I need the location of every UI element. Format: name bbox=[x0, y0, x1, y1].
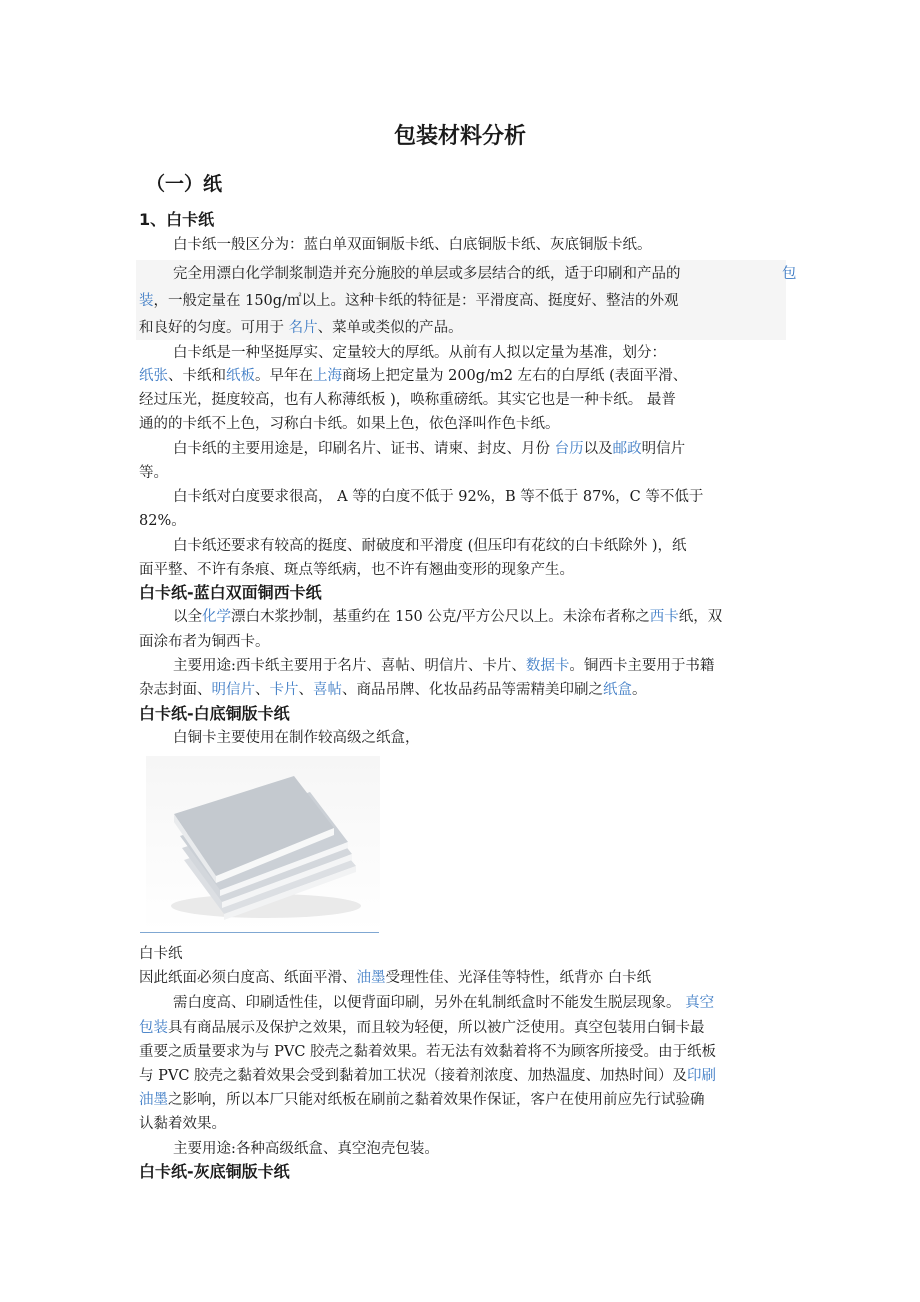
paragraph-uses-line: 白卡纸的主要用途是，印刷名片、证书、请柬、封皮、月份 台历以及邮政明信片 bbox=[173, 441, 686, 457]
link-chemistry[interactable]: 化学 bbox=[202, 609, 231, 625]
link-postal[interactable]: 邮政 bbox=[612, 441, 642, 457]
image-caption: 白卡纸 bbox=[139, 946, 183, 962]
paragraph-whiteness-line: 白卡纸对白度要求很高， A 等的白度不低于 92%，B 等不低于 87%，C 等不低于 bbox=[173, 489, 704, 505]
paragraph-uses-line: 等。 bbox=[139, 465, 168, 481]
link-ink[interactable]: 油墨 bbox=[356, 970, 386, 986]
heading-blue-white-card: 白卡纸-蓝白双面铜西卡纸 bbox=[139, 583, 322, 602]
paragraph-main-use-line: 主要用途:西卡纸主要用于名片、喜帖、明信片、卡片、数据卡。铜西卡主要用于书籍 bbox=[173, 658, 715, 674]
paragraph-vacuum-line: 油墨之影响，所以本厂只能对纸板在刷前之黏着效果作保证，客户在使用前应先行试验确 bbox=[139, 1092, 705, 1108]
paragraph-main-use: 主要用途:各种高级纸盒、真空泡壳包装。 bbox=[173, 1141, 439, 1157]
heading-white-coated-card: 白卡纸-白底铜版卡纸 bbox=[139, 704, 290, 723]
document-title: 包装材料分析 bbox=[393, 124, 526, 149]
paragraph-stiffness-line: 白卡纸还要求有较高的挺度、耐破度和平滑度 (但压印有花纹的白卡纸除外 )，纸 bbox=[173, 538, 687, 554]
paragraph-definition-line: 装，一般定量在 150g/㎡以上。这种卡纸的特征是：平滑度高、挺度好、整洁的外观 bbox=[139, 293, 679, 309]
paragraph-history-line: 通的的卡纸不上色，习称白卡纸。如果上色，依色泽叫作色卡纸。 bbox=[139, 416, 560, 432]
paragraph-vacuum-line: 认黏着效果。 bbox=[139, 1116, 226, 1132]
link-card[interactable]: 卡片 bbox=[269, 682, 299, 698]
image-underline bbox=[140, 932, 379, 933]
paragraph-main-use-line: 杂志封面、明信片、卡片、喜帖、商品吊牌、化妆品药品等需精美印刷之纸盒。 bbox=[139, 682, 647, 698]
link-printing-ink-part1[interactable]: 印刷 bbox=[687, 1068, 717, 1084]
paragraph-history-line: 白卡纸是一种坚挺厚实、定量较大的厚纸。从前有人拟以定量为基准，划分： bbox=[173, 345, 666, 361]
link-data-card[interactable]: 数据卡 bbox=[525, 658, 570, 674]
paragraph-history-line: 纸张、卡纸和纸板。早年在上海商场上把定量为 200g/m2 左右的白厚纸 (表面平滑、 bbox=[139, 368, 688, 384]
link-shanghai[interactable]: 上海 bbox=[313, 368, 342, 384]
white-cardboard-photo bbox=[146, 756, 380, 932]
link-packaging-part1[interactable]: 包 bbox=[782, 266, 797, 282]
link-business-card[interactable]: 名片 bbox=[288, 320, 318, 336]
paragraph-surface-line: 因此纸面必须白度高、纸面平滑、油墨受理性佳、光泽佳等特性，纸背亦 白卡纸 bbox=[139, 970, 652, 986]
paragraph-blue-white-line: 以全化学漂白木浆抄制，基重约在 150 公克/平方公尺以上。未涂布者称之西卡纸，双 bbox=[173, 609, 723, 625]
paragraph-vacuum-line: 与 PVC 胶壳之黏着效果会受到黏着加工状况（接着剂浓度、加热温度、加热时间）及印刷 bbox=[139, 1068, 717, 1084]
link-xika[interactable]: 西卡 bbox=[649, 609, 679, 625]
paragraph-stiffness-line: 面平整、不许有条痕、斑点等纸病，也不许有翘曲变形的现象产生。 bbox=[139, 562, 574, 578]
subsection-heading: 1、白卡纸 bbox=[139, 210, 215, 229]
link-desk-calendar[interactable]: 台历 bbox=[554, 441, 584, 457]
link-paper[interactable]: 纸张 bbox=[139, 368, 168, 384]
cardboard-stack-illustration bbox=[146, 756, 380, 932]
paragraph-white-coated: 白铜卡主要使用在制作较高级之纸盒， bbox=[173, 730, 420, 746]
link-paperboard[interactable]: 纸板 bbox=[226, 368, 255, 384]
link-wedding-invitation[interactable]: 喜帖 bbox=[313, 682, 342, 698]
link-packaging-part2[interactable]: 装 bbox=[139, 293, 154, 309]
link-vacuum-part2[interactable]: 包装 bbox=[139, 1020, 168, 1036]
paragraph-definition-line: 完全用漂白化学制浆制造并充分施胶的单层或多层结合的纸，适于印刷和产品的 bbox=[173, 266, 681, 282]
paragraph-blue-white-line: 面涂布者为铜西卡。 bbox=[139, 634, 270, 650]
paragraph-types: 白卡纸一般区分为：蓝白单双面铜版卡纸、白底铜版卡纸、灰底铜版卡纸。 bbox=[173, 237, 652, 253]
section-heading: （一）纸 bbox=[146, 173, 223, 195]
paragraph-definition-line: 和良好的匀度。可用于 名片、菜单或类似的产品。 bbox=[139, 320, 463, 336]
link-postcard[interactable]: 明信片 bbox=[211, 682, 255, 698]
paragraph-whiteness-line: 82%。 bbox=[139, 513, 186, 529]
paragraph-history-line: 经过压光，挺度较高，也有人称薄纸板 )，唤称重磅纸。其实它也是一种卡纸。 最普 bbox=[139, 392, 676, 408]
paragraph-vacuum-line: 重要之质量要求为与 PVC 胶壳之黏着效果。若无法有效黏着将不为顾客所接受。由于纸板 bbox=[139, 1044, 717, 1060]
paragraph-vacuum-line: 需白度高、印刷适性佳，以便背面印刷，另外在轧制纸盒时不能发生脱层现象。 真空 bbox=[173, 995, 715, 1011]
paragraph-vacuum-line: 包装具有商品展示及保护之效果，而且较为轻便，所以被广泛使用。真空包装用白铜卡最 bbox=[139, 1020, 705, 1036]
link-printing-ink-part2[interactable]: 油墨 bbox=[139, 1092, 168, 1108]
heading-gray-coated-card: 白卡纸-灰底铜版卡纸 bbox=[139, 1162, 290, 1181]
link-paper-box[interactable]: 纸盒 bbox=[603, 682, 632, 698]
link-vacuum-part1[interactable]: 真空 bbox=[685, 995, 715, 1011]
